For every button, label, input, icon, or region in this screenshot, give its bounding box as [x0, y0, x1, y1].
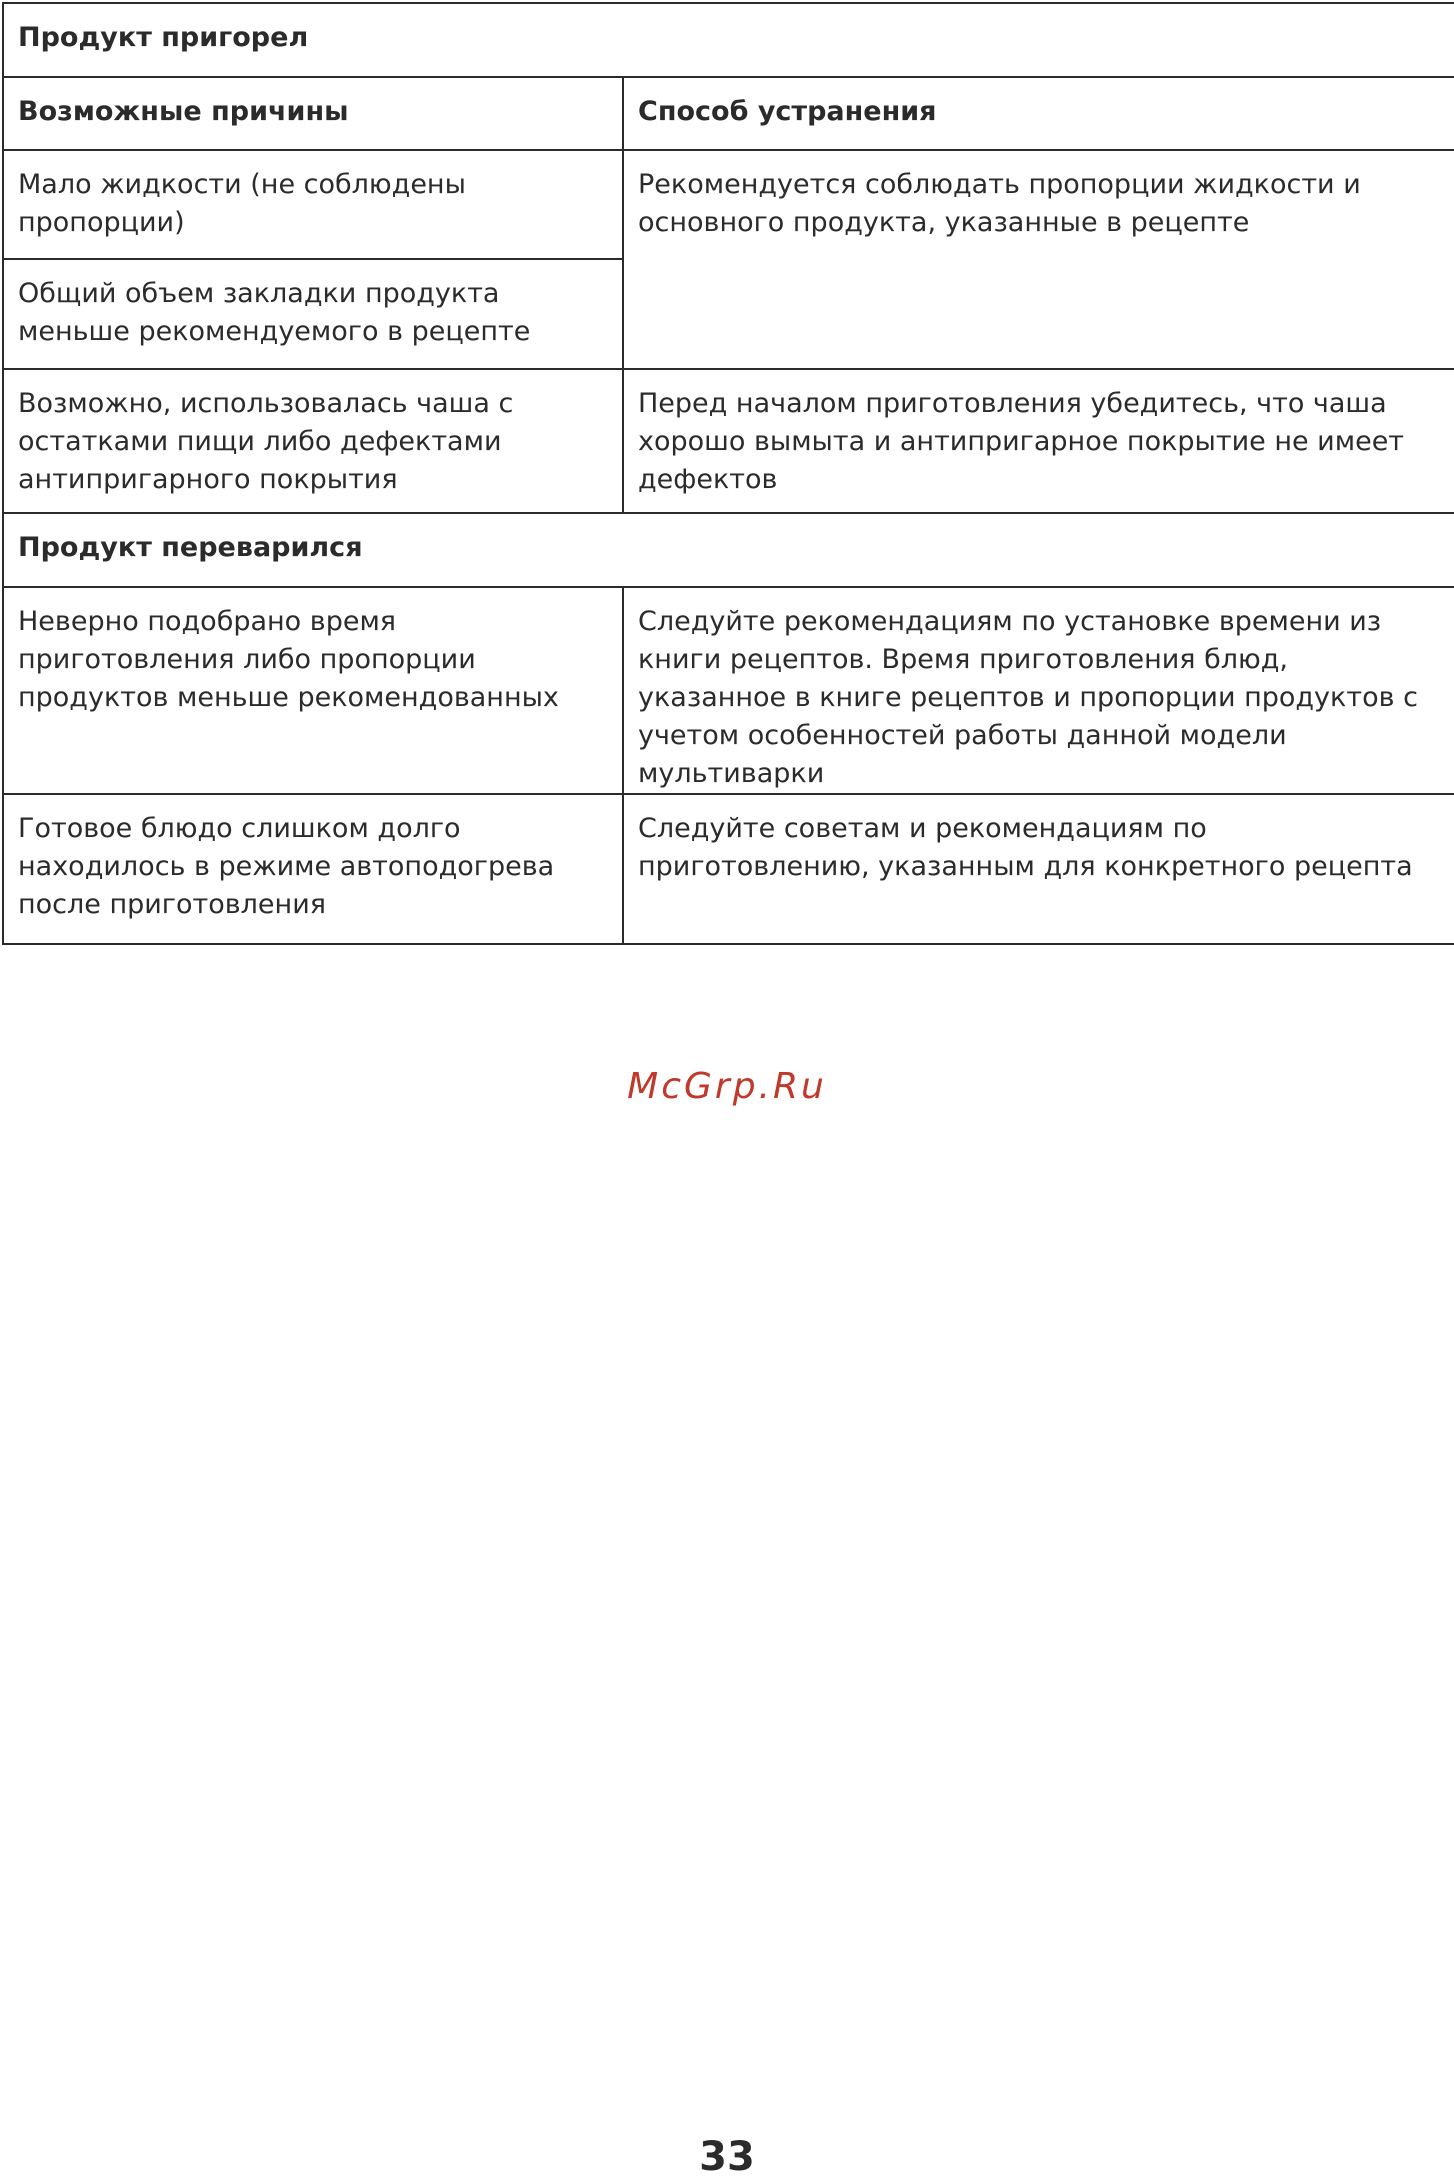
- table-row: [3, 794, 1454, 944]
- table-row: [3, 587, 1454, 794]
- cause-cell: Общий объем закладки продукта меньше рекомендуемого в рецепте: [3, 259, 623, 369]
- remedy-cell: Перед началом приготовления убедитесь, что чаша хорошо вымыта и антипригарное покрытие не имеет дефектов: [623, 369, 1454, 513]
- cause-cell: Готовое блюдо слишком долго находилось в режиме автоподогрева после приготовления: [3, 794, 623, 944]
- cause-cell: Возможно, использовалась чаша с остатками пищи либо дефектами антипригарного покрытия: [3, 369, 623, 513]
- watermark-link[interactable]: McGrp.Ru: [627, 1066, 827, 1107]
- remedy-cell: Рекомендуется соблюдать пропорции жидкости и основного продукта, указанные в рецепте: [623, 150, 1454, 369]
- table-row: [3, 369, 1454, 513]
- section-title-burnt: Продукт пригорел: [3, 3, 1454, 77]
- column-header-row: [3, 77, 1454, 150]
- section-header-row: [3, 3, 1454, 77]
- table-row: [3, 150, 1454, 259]
- cause-cell: Неверно подобрано время приготовления либо пропорции продуктов меньше рекомендованных: [3, 587, 623, 794]
- column-header-remedy: Способ устранения: [623, 77, 1454, 150]
- cause-cell: Мало жидкости (не соблюдены пропорции): [3, 150, 623, 259]
- page-number: 33: [699, 2134, 755, 2180]
- section-header-row: [3, 513, 1454, 587]
- column-header-causes: Возможные причины: [3, 77, 623, 150]
- remedy-cell: Следуйте рекомендациям по установке времени из книги рецептов. Время приготовления блюд, указанное в книге рецептов и пропорции продуктов с учетом особенностей работы данной модели мультиварки: [623, 587, 1454, 794]
- remedy-cell: Следуйте советам и рекомендациям по приготовлению, указанным для конкретного рецепта: [623, 794, 1454, 944]
- troubleshooting-table: [2, 2, 1454, 945]
- section-title-overcooked: Продукт переварился: [3, 513, 1454, 587]
